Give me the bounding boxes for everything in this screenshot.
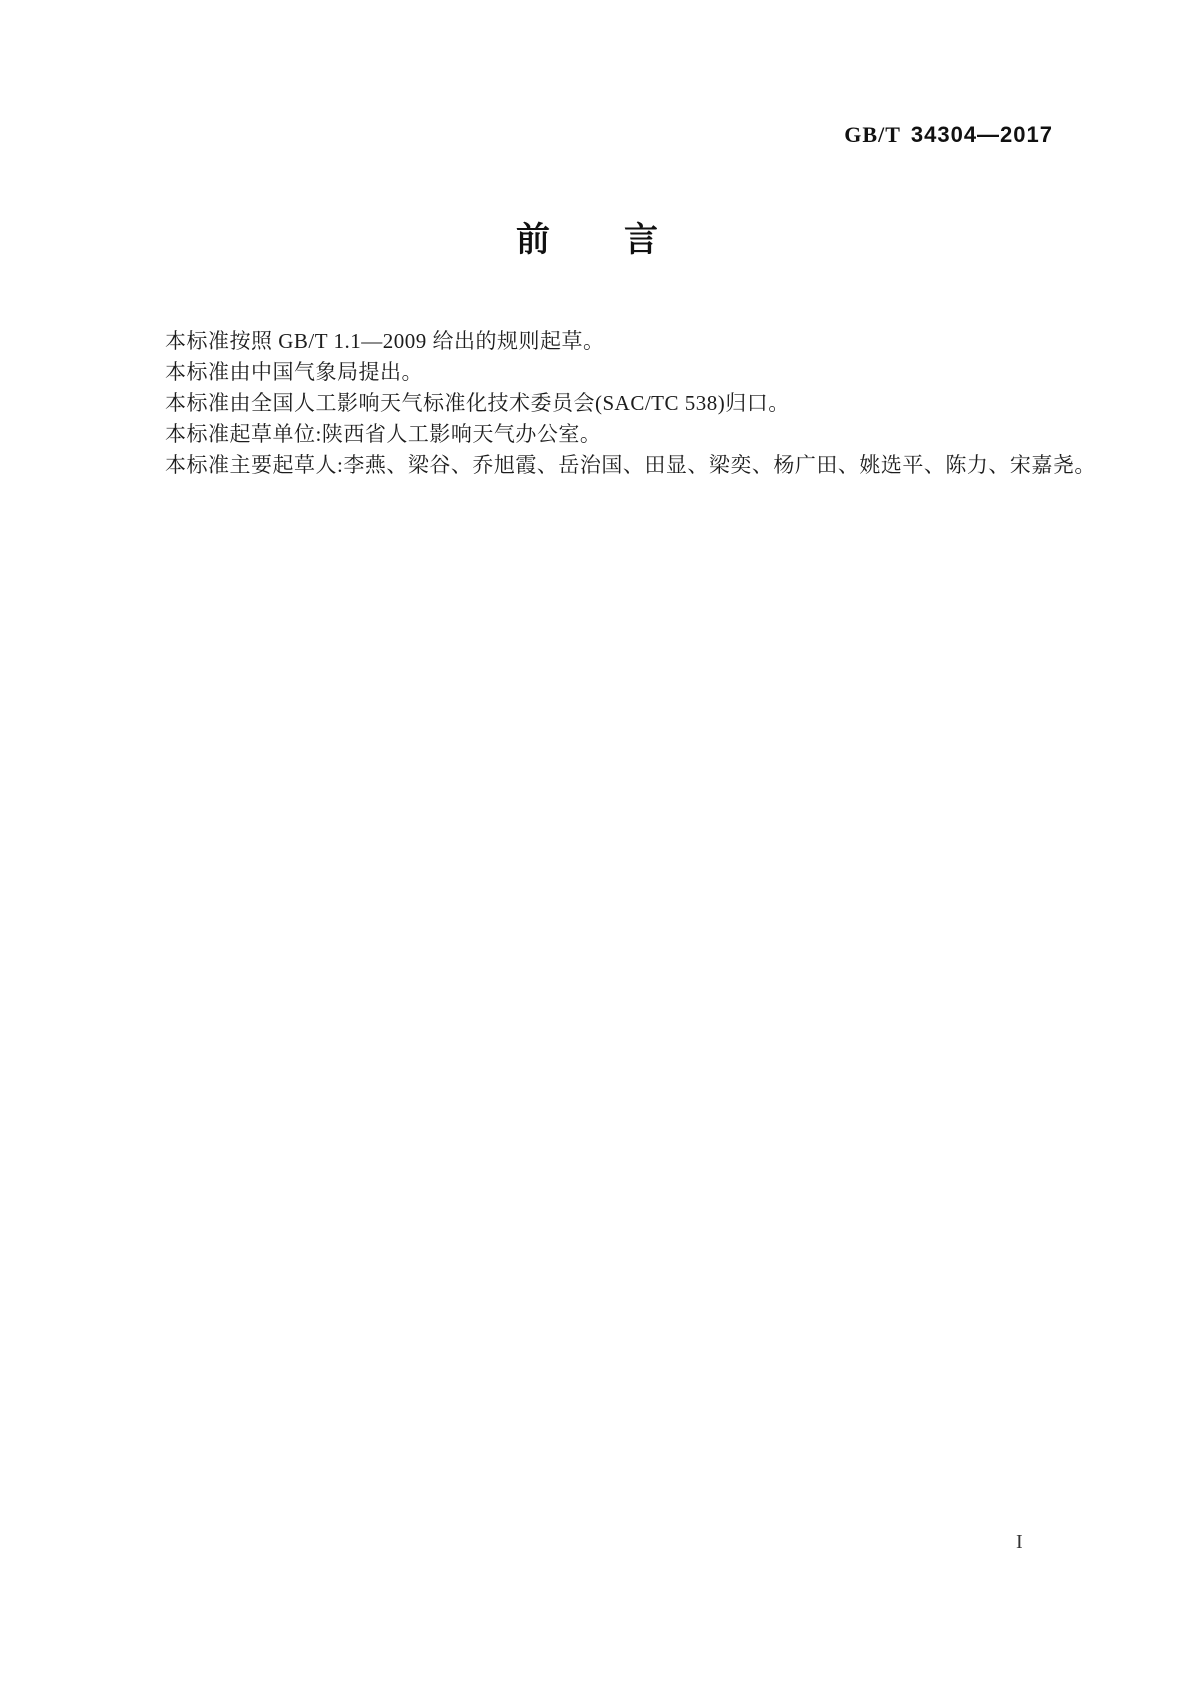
foreword-paragraph-drafting-unit: 本标准起草单位:陕西省人工影响天气办公室。 [165,422,602,446]
page-title: 前 言 [516,221,660,259]
foreword-paragraph-proposed-by: 本标准由中国气象局提出。 [165,360,423,384]
standard-code-prefix: GB/T [844,122,901,147]
page-number: I [1016,1531,1023,1553]
foreword-body [123,326,1096,481]
foreword-paragraph-drafting-rules: 本标准按照 GB/T 1.1—2009 给出的规则起草。 [165,329,605,353]
foreword-paragraph-drafters: 本标准主要起草人:李燕、梁谷、乔旭霞、岳治国、田显、梁奕、杨广田、姚选平、陈力、宋嘉尧。 [165,453,1096,477]
standard-code-number: 34304—2017 [910,122,1053,147]
foreword-paragraph-committee: 本标准由全国人工影响天气标准化技术委员会(SAC/TC 538)归口。 [165,391,790,415]
standard-code [844,122,1053,148]
